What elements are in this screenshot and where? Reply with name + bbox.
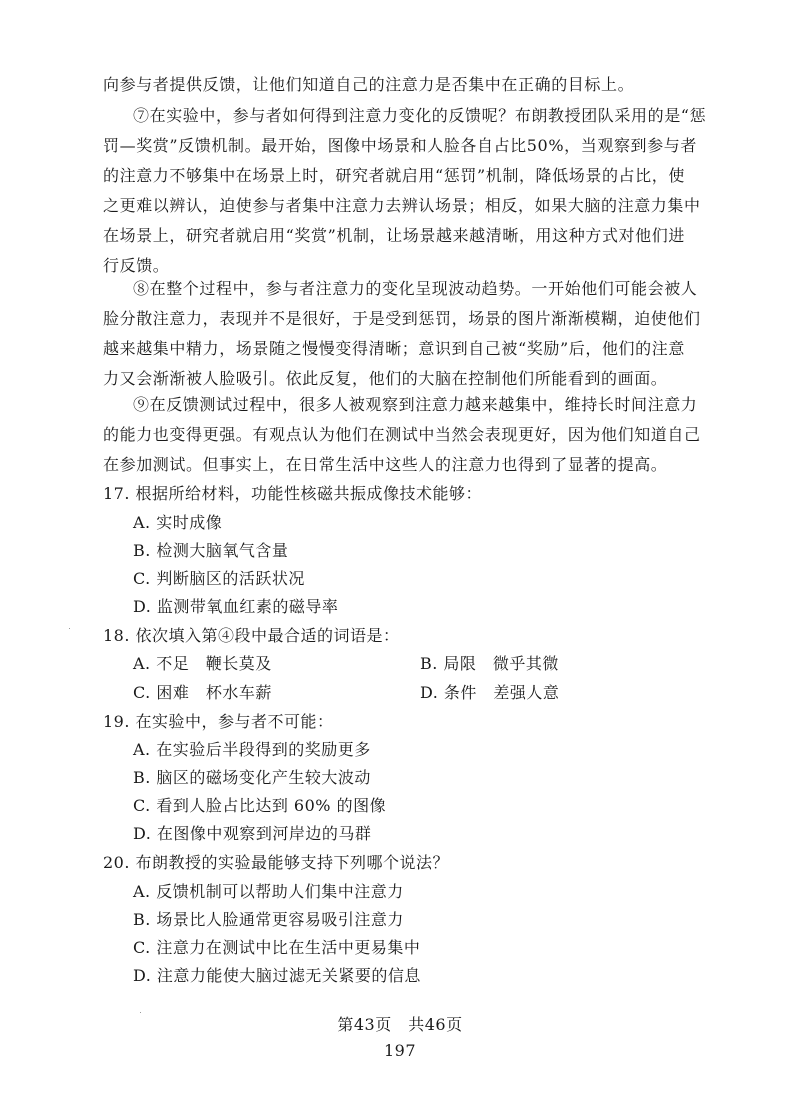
page-indicator: 第43页 共46页 [337,1015,463,1034]
text-line: 行反馈。 [103,256,170,275]
scan-speck [140,1012,141,1013]
text-line: 在场景上，研究者就启用“奖赏”机制，让场景越来越清晰，用这种方式对他们进 [103,226,685,245]
text-line: 罚—奖赏”反馈机制。最开始，图像中场景和人脸各自占比50%，当观察到参与者 [103,136,697,155]
question-17-stem: 17. 根据所给材料，功能性核磁共振成像技术能够： [103,484,483,503]
text-line: 力又会渐渐被人脸吸引。依此反复，他们的大脑在控制他们所能看到的画面。 [103,369,668,388]
question-18-option-b: B. 局限 微乎其微 [420,654,559,673]
question-17-option-b: B. 检测大脑氧气含量 [133,541,289,560]
paragraph-7 [103,101,707,281]
passage-continuation [103,70,703,100]
question-18-option-d: D. 条件 差强人意 [420,683,560,702]
question-17-option-d: D. 监测带氧血红素的磁导率 [133,597,339,616]
question-17-option-c: C. 判断脑区的活跃状况 [133,569,305,588]
question-20-option-c: C. 注意力在测试中比在生活中更易集中 [133,938,421,957]
question-20-option-a: A. 反馈机制可以帮助人们集中注意力 [133,882,404,901]
text-line: 在参加测试。但事实上，在日常生活中这些人的注意力也得到了显著的提高。 [103,455,668,474]
text-line: ⑦在实验中，参与者如何得到注意力变化的反馈呢？布朗教授团队采用的是“惩 [133,106,707,125]
question-20-option-b: B. 场景比人脸通常更容易吸引注意力 [133,910,404,929]
scan-speck [69,628,70,629]
question-18-stem: 18. 依次填入第④段中最合适的词语是： [103,626,400,645]
question-20-option-d: D. 注意力能使大脑过滤无关紧要的信息 [133,966,421,985]
question-18-option-a: A. 不足 鞭长莫及 [133,654,272,673]
text-line: ⑧在整个过程中，参与者注意力的变化呈现波动趋势。一开始他们可能会被人 [133,279,698,298]
page-number: 197 [383,1041,417,1060]
question-19-stem: 19. 在实验中，参与者不可能： [103,712,334,731]
question-17-option-a: A. 实时成像 [133,513,223,532]
question-19-option-d: D. 在图像中观察到河岸边的马群 [133,824,372,843]
text-line: 之更难以辨认，迫使参与者集中注意力去辨认场景；相反，如果大脑的注意力集中 [103,196,701,215]
question-19-option-a: A. 在实验后半段得到的奖励更多 [133,740,371,759]
text-line: ⑨在反馈测试过程中，很多人被观察到注意力越来越集中，维持长时间注意力 [133,395,698,414]
question-19-option-b: B. 脑区的磁场变化产生较大波动 [133,768,371,787]
text-line: 的能力也变得更强。有观点认为他们在测试中当然会表现更好，因为他们知道自己 [103,425,701,444]
text-line: 脸分散注意力，表现并不是很好，于是受到惩罚，场景的图片渐渐模糊，迫使他们 [103,309,701,328]
text-line: 的注意力不够集中在场景上时，研究者就启用“惩罚”机制，降低场景的占比，使 [103,166,685,185]
text-line: 向参与者提供反馈，让他们知道自己的注意力是否集中在正确的目标上。 [103,75,635,94]
text-line: 越来越集中精力，场景随之慢慢变得清晰；意识到自己被“奖励”后，他们的注意 [103,339,685,358]
paragraph-8 [103,274,703,394]
question-18-option-c: C. 困难 杯水车薪 [133,683,272,702]
question-19-option-c: C. 看到人脸占比达到 60% 的图像 [133,796,387,815]
question-20-stem: 20. 布朗教授的实验最能够支持下列哪个说法？ [103,853,450,872]
paragraph-9 [103,390,703,480]
